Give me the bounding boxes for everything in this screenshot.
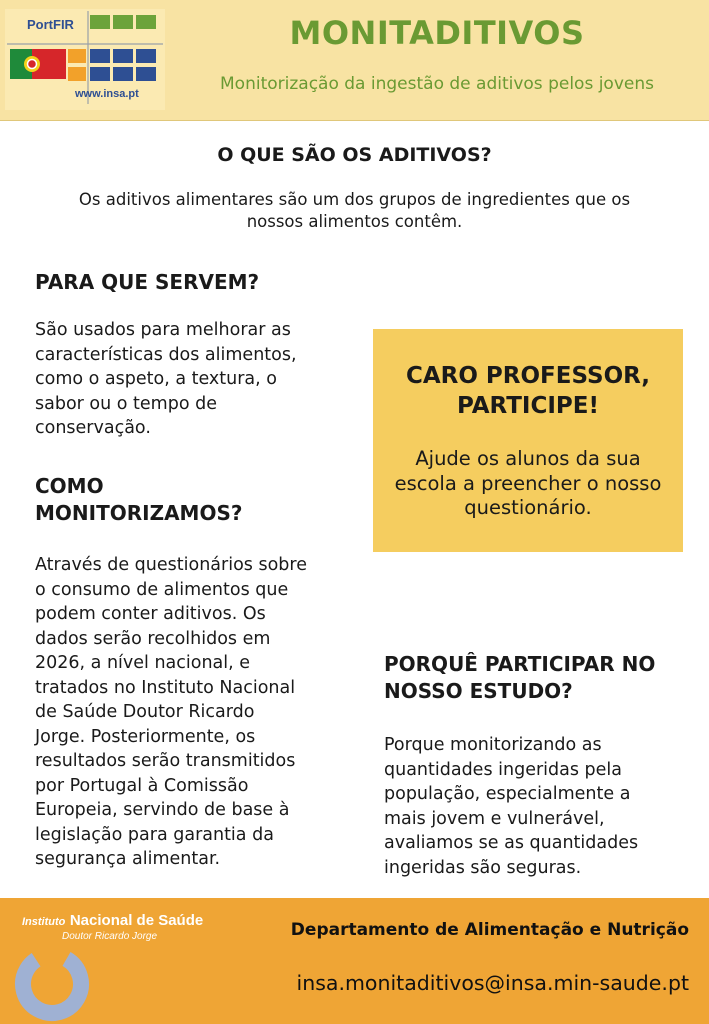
text-line: de Saúde Doutor Ricardo <box>35 702 255 722</box>
why-title-line: NOSSO ESTUDO? <box>384 679 573 703</box>
text-line: Através de questionários sobre <box>35 555 307 575</box>
intro-line: nossos alimentos contêm. <box>246 212 463 231</box>
text-line: população, especialmente a <box>384 784 631 804</box>
department-name: Departamento de Alimentação e Nutrição <box>290 920 689 940</box>
text-line: podem conter aditivos. Os <box>35 604 266 624</box>
text-line: mais jovem e vulnerável, <box>384 808 605 829</box>
text-line: dados serão recolhidos em <box>35 628 271 649</box>
logo-url: www.insa.pt <box>75 88 139 100</box>
cta-line: Ajude os alunos da sua <box>415 447 641 470</box>
why-title <box>384 651 655 705</box>
text-line: São usados para melhorar as <box>35 320 291 340</box>
why-text <box>384 733 638 880</box>
text-line: Europeia, servindo de base à <box>35 800 290 820</box>
why-title-line: PORQUÊ PARTICIPAR NO <box>384 652 656 676</box>
text-line: ingeridas são seguras. <box>384 857 582 878</box>
logo-name: PortFIR <box>27 17 74 32</box>
text-line: como o aspeto, a textura, o <box>35 369 277 389</box>
intro-title: O QUE SÃO OS ADITIVOS? <box>217 144 492 166</box>
cta-line: questionário. <box>464 496 592 519</box>
how-title-line: COMO <box>35 474 104 498</box>
intro-line: Os aditivos alimentares são um dos grupos de ingredientes que os <box>78 190 631 209</box>
cta-box <box>373 329 683 552</box>
insa-logo-icon <box>14 946 90 1022</box>
portfir-logo <box>5 9 165 110</box>
contact-email[interactable]: insa.monitaditivos@insa.min-saude.pt <box>296 971 689 995</box>
header <box>0 0 709 121</box>
text-line: avaliamos se as quantidades <box>384 833 639 853</box>
cta-title-line: CARO PROFESSOR, <box>405 363 650 389</box>
cta-line: escola a preencher o nosso <box>394 471 662 495</box>
text-line: legislação para garantia da <box>35 824 274 845</box>
how-title-line: MONITORIZAMOS? <box>35 501 243 525</box>
intro-text <box>40 189 669 233</box>
insa-subtitle: Doutor Ricardo Jorge <box>62 931 158 942</box>
what-for-title: PARA QUE SERVEM? <box>35 270 260 294</box>
text-line: Porque monitorizando as <box>384 735 602 755</box>
text-line: Jorge. Posteriormente, os <box>35 726 256 747</box>
text-line: tratados no Instituto Nacional <box>35 677 296 698</box>
cta-title-line: PARTICIPE! <box>457 393 599 419</box>
how-title <box>35 473 242 527</box>
text-line: o consumo de alimentos que <box>35 579 289 600</box>
text-line: por Portugal à Comissão <box>35 775 249 796</box>
app-subtitle: Monitorização da ingestão de aditivos pelos jovens <box>220 74 654 94</box>
insa-logo-text <box>22 912 203 930</box>
how-text <box>35 553 307 872</box>
text-line: características dos alimentos, <box>35 344 297 365</box>
text-line: sabor ou o tempo de <box>35 393 217 414</box>
what-for-text <box>35 318 297 441</box>
text-line: segurança alimentar. <box>35 849 221 869</box>
insa-name: Nacional de Saúde <box>69 912 204 929</box>
text-line: quantidades ingeridas pela <box>384 759 622 780</box>
insa-prefix: Instituto <box>22 916 66 928</box>
cta-title <box>383 361 673 421</box>
app-title: MONITADITIVOS <box>289 14 585 52</box>
text-line: 2026, a nível nacional, e <box>35 653 251 673</box>
cta-text <box>383 447 673 521</box>
text-line: conservação. <box>35 418 151 438</box>
footer <box>0 898 709 1024</box>
text-line: resultados serão transmitidos <box>35 751 296 771</box>
